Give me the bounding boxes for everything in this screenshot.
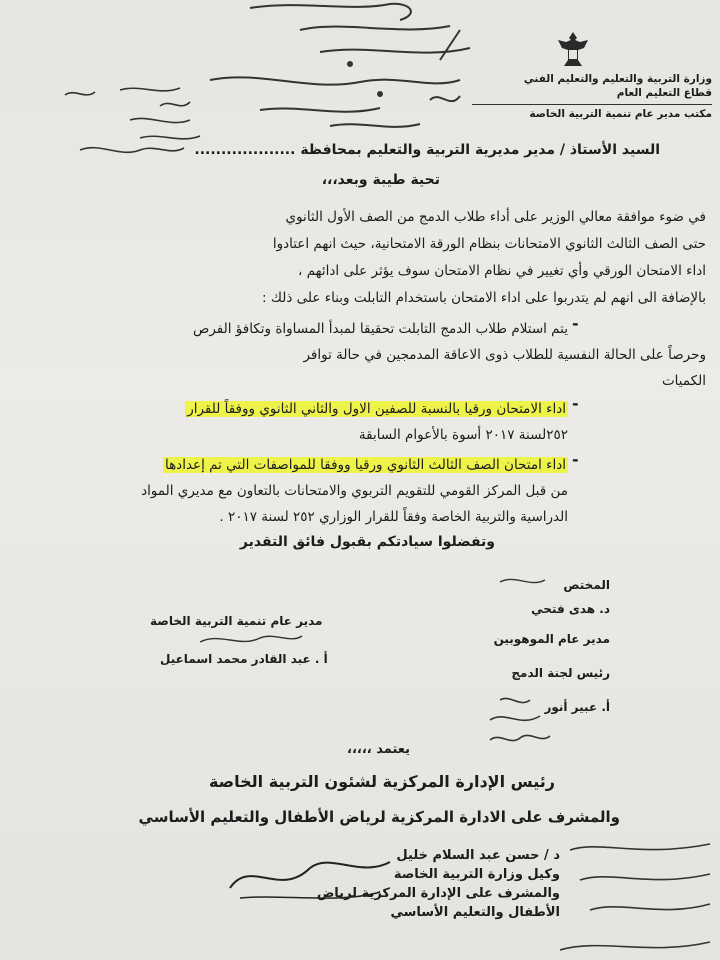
- bullet-dash: -: [572, 450, 579, 469]
- sector-name: قطاع التعليم العام: [616, 87, 712, 99]
- eagle-emblem-icon: [556, 30, 590, 68]
- point-line: وحرصاً على الحالة النفسية للطلاب ذوى الاعاقة المدمجين في حالة توافر: [303, 347, 706, 363]
- point-line: الدراسية والتربية الخاصة وفقاً للقرار الوزاري ٢٥٢ لسنة ٢٠١٧ .: [219, 509, 568, 525]
- specialist-2-name: أ. عبير أنور: [544, 700, 610, 714]
- body-line: في ضوء موافقة معالي الوزير على أداء طلاب الدمج من الصف الأول الثانوي: [285, 209, 706, 225]
- point-2: [98, 396, 568, 422]
- handwritten-margin-note-bottom: [560, 830, 720, 960]
- stamp-line: الأطفال والتعليم الأساسي: [390, 905, 560, 920]
- approval-title-2: والمشرف على الادارة المركزية لرياض الأطفال والتعليم الأساسي: [138, 808, 620, 826]
- office-name: مكتب مدير عام تنمية التربية الخاصة: [472, 104, 712, 121]
- specialist-2-title: رئيس لجنة الدمج: [511, 666, 610, 680]
- greeting: تحية طيبة وبعد،،،: [321, 172, 440, 188]
- point-line: من قبل المركز القومي للتقويم التربوي والامتحانات بالتعاون مع مديري المواد: [141, 483, 568, 499]
- body-line: اداء الامتحان الورقي وأي تغيير في نظام الامتحان سوف يؤثر على ادائهم ،: [298, 263, 706, 279]
- approval-title-1: رئيس الإدارة المركزية لشئون التربية الخاصة: [208, 772, 555, 791]
- handwritten-signatures-right: [470, 570, 610, 760]
- specialist-1-title: مدير عام الموهوبين: [493, 632, 610, 646]
- point-line: يتم استلام طلاب الدمج التابلت تحقيقا لمبدأ المساواة وتكافؤ الفرص: [193, 321, 568, 337]
- closing-line: وتفضلوا سيادتكم بقبول فائق التقدير: [239, 534, 495, 550]
- stamp-line: وكيل وزارة التربية الخاصة: [393, 867, 560, 882]
- point-3-continued: [98, 478, 568, 530]
- point-2-continued: [98, 422, 568, 448]
- handwritten-signature-left: [190, 628, 310, 650]
- approval-label: يعتمد ،،،،،: [347, 742, 410, 757]
- point-1: [98, 316, 568, 342]
- body-paragraph: [106, 204, 706, 312]
- specialist-1-name: د. هدى فتحي: [531, 602, 610, 616]
- highlighted-text: اداء امتحان الصف الثالث الثانوي ورقيا ووفقا للمواصفات التي تم إعدادها: [164, 457, 566, 473]
- addressee-line: السيد الأستاذ / مدير مديرية التربية والتعليم بمحافظة ...................: [194, 142, 660, 158]
- point-1-continued: [106, 342, 706, 394]
- handwritten-signature-stamp: [220, 848, 400, 908]
- stamp-line: والمشرف على الإدارة المركزية لرياض: [316, 886, 560, 901]
- bullet-dash: -: [572, 314, 579, 333]
- bullet-dash: -: [572, 394, 579, 413]
- point-line: ٢٥٢لسنة ٢٠١٧ أسوة بالأعوام السابقة: [358, 427, 568, 443]
- ministry-name: وزارة التربية والتعليم والتعليم الفني: [523, 73, 712, 85]
- stamp-line: د / حسن عبد السلام خليل: [396, 848, 560, 863]
- director-name: أ . عبد القادر محمد اسماعيل: [160, 652, 328, 666]
- body-line: بالإضافة الى انهم لم يتدربوا على اداء الامتحان باستخدام التابلت وبناء على ذلك :: [262, 290, 706, 306]
- point-line: الكميات: [661, 373, 706, 389]
- director-title: مدير عام تنمية التربية الخاصة: [150, 614, 323, 628]
- specialist-label: المختص: [563, 578, 610, 592]
- point-3: [98, 452, 568, 478]
- body-line: حتى الصف الثالث الثانوي الامتحانات بنظام الورقة الامتحانية، حيث انهم اعتادوا: [272, 236, 706, 252]
- highlighted-text: اداء الامتحان ورقيا بالنسبة للصفين الاول والثاني الثانوي ووفقاً للقرار: [187, 401, 566, 417]
